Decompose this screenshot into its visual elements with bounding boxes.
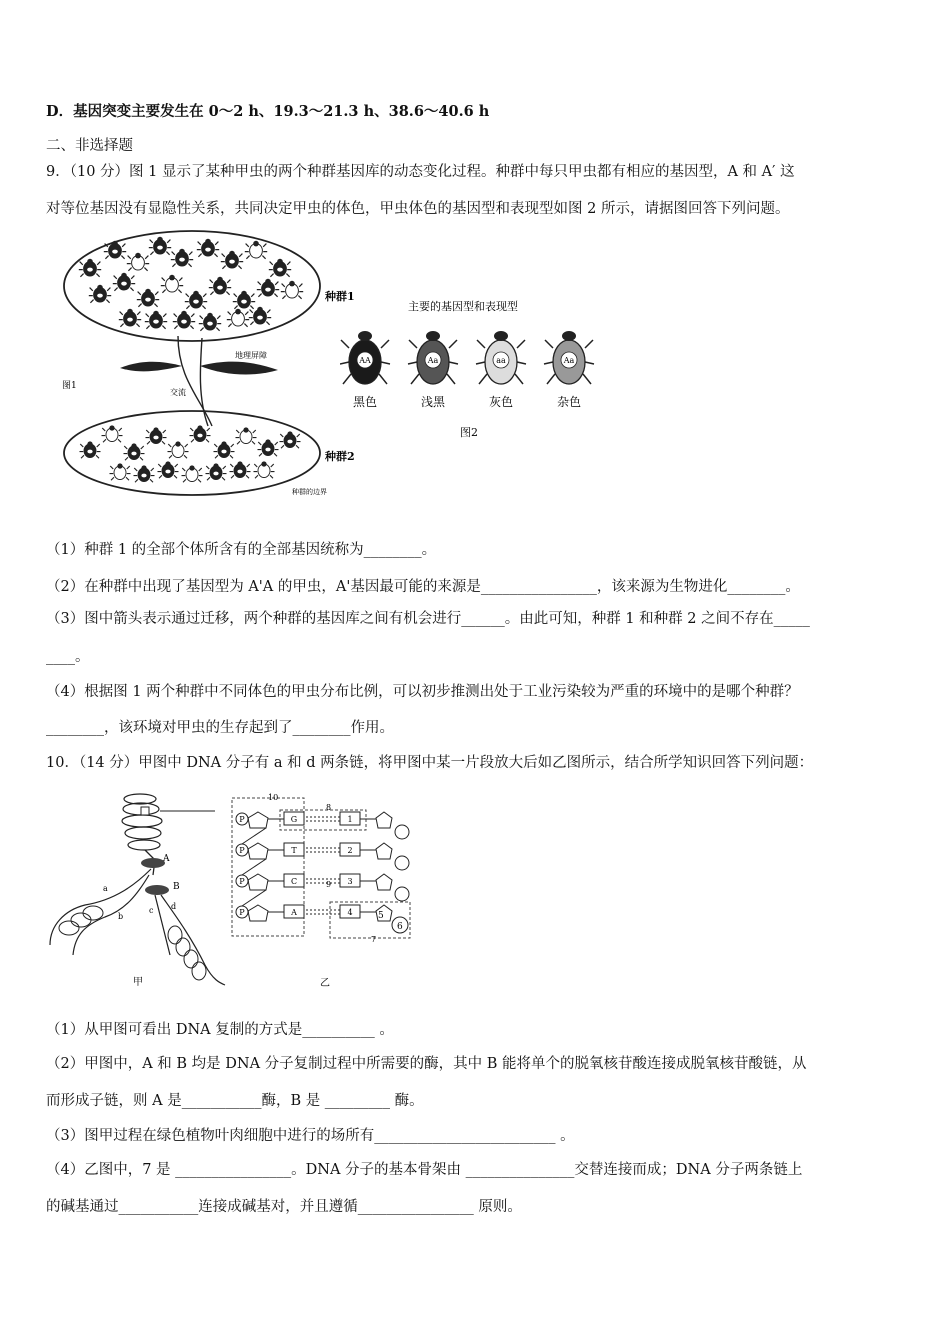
genotype-beetle (408, 331, 458, 409)
beetle-icon (280, 431, 301, 448)
dna-base-pair-row (236, 905, 392, 921)
beetle-icon (119, 309, 141, 327)
dna-base-pair-row (236, 843, 409, 875)
base-number: 1 (347, 815, 353, 824)
label-5: 5 (378, 911, 384, 921)
beetle-icon (249, 307, 271, 325)
caption-yi: 乙 (320, 978, 330, 989)
migration-arrow-up (200, 338, 208, 426)
exchange-label: 交流 (170, 388, 186, 397)
beetle-icon (190, 425, 211, 442)
beetle-icon (137, 289, 159, 307)
barrier-left (120, 362, 182, 372)
beetle-icon (134, 465, 155, 482)
phosphate-label: P (239, 815, 245, 824)
beetle-icon (168, 441, 189, 458)
phenotype-label: 灰色 (488, 395, 514, 409)
beetle-icon (110, 463, 131, 480)
population-2-beetles (80, 425, 301, 482)
q9-part1: （1）种群 1 的全部个体所含有的全部基因统称为________。 (46, 542, 437, 558)
beetle-icon (236, 427, 257, 444)
section-heading: 二、非选择题 (46, 138, 133, 154)
phenotype-label: 浅黑 (420, 395, 446, 409)
label-a: a (103, 884, 108, 893)
barrier-label: 地理屏障 (235, 351, 267, 360)
beetle-icon (254, 461, 275, 478)
migration-arrow-down (178, 336, 212, 426)
beetle-icon (80, 441, 101, 458)
beetle-icon (185, 291, 207, 309)
label-10: 10 (268, 793, 279, 802)
beetle-icon (230, 461, 251, 478)
beetle-icon (113, 273, 135, 291)
beetle-icon (227, 309, 249, 327)
beetle-icon (199, 313, 221, 331)
figure-1-populations (60, 228, 360, 508)
beetle-icon (79, 259, 101, 277)
beetle-icon (182, 465, 203, 482)
figure-yi-dna (228, 790, 423, 995)
q10-part4-line1: （4）乙图中，7 是 ________________。DNA 分子的基本骨架由 _______________交替连接而成；DNA 分子两条链上 (46, 1162, 803, 1178)
genotype-beetle (544, 331, 594, 409)
label-d: d (171, 902, 177, 911)
phosphate-label: P (239, 846, 245, 855)
dna-base-pair-row (236, 874, 409, 906)
population-1-ellipse (64, 231, 320, 341)
population-1-label: 种群1 (325, 290, 355, 303)
q10-stem: 10．（14 分）甲图中 DNA 分子有 a 和 d 两条链，将甲图中某一片段放大后如乙图所示，结合所学知识回答下列问题： (46, 755, 814, 771)
beetle-icon (173, 311, 195, 329)
enzyme-A (141, 858, 165, 868)
beetle-icon (171, 249, 193, 267)
beetle-icon (104, 241, 126, 259)
enzyme-B (145, 885, 169, 895)
beetle-icon (258, 439, 279, 456)
beetle-icon (214, 441, 235, 458)
q9-part4-line2: ________，该环境对甲虫的生存起到了________作用。 (46, 720, 394, 736)
genotype-beetle (476, 331, 526, 409)
label-c: c (149, 906, 154, 915)
figure-2-title: 主要的基因型和表现型 (408, 300, 518, 313)
dna-base-pair-row (236, 812, 409, 844)
label-9: 9 (326, 880, 332, 889)
beetle-icon (221, 251, 243, 269)
dna-rows (236, 812, 409, 921)
figure-1-label: 图1 (62, 381, 77, 391)
q9-stem-line1: 9．（10 分）图 1 显示了某种甲虫的两个种群基因库的动态变化过程。种群中每只甲虫都有相应的基因型，A 和 A′ 这 (46, 164, 795, 180)
q9-part3-line2: ____。 (46, 649, 90, 665)
boundary-label: 种群的边界 (292, 488, 327, 496)
beetle-icon (197, 239, 219, 257)
label-b: b (118, 912, 124, 921)
q10-part2-line2: 而形成子链，则 A 是___________酶，B 是 _________ 酶。 (46, 1093, 424, 1109)
beetle-icon (209, 277, 231, 295)
beetle-icon (89, 285, 111, 303)
base-letter: G (290, 815, 298, 824)
population-2-ellipse (64, 411, 320, 495)
population-2-label: 种群2 (325, 450, 355, 463)
q9-part2: （2）在种群中出现了基因型为 A'A 的甲虫，A'基因最可能的来源是________________，该来源为生物进化________。 (46, 579, 800, 595)
phenotype-label: 黑色 (352, 395, 378, 409)
strand-b (73, 875, 149, 955)
base-number: 3 (347, 877, 353, 886)
option-d: D．基因突变主要发生在 0～2 h、19.3～21.3 h、38.6～40.6 h (46, 103, 490, 120)
base-letter: A (291, 908, 297, 917)
beetle-icon (124, 443, 145, 460)
beetle-icon (161, 275, 183, 293)
label-A: A (163, 854, 170, 864)
figure-2-label: 图2 (460, 426, 478, 439)
beetle-icon (158, 461, 179, 478)
beetle-icon (269, 259, 291, 277)
beetle-icon (281, 281, 303, 299)
label-6: 6 (397, 922, 403, 932)
caption-jia: 甲 (133, 977, 143, 988)
phenotype-label: 杂色 (556, 395, 582, 409)
population-1-beetles (79, 237, 303, 331)
q9-part3-line1: （3）图中箭头表示通过迁移，两个种群的基因库之间有机会进行______。由此可知，种群 1 和种群 2 之间不存在_____ (46, 611, 810, 627)
beetle-icon (233, 291, 255, 309)
genotype-label: AA (359, 356, 371, 365)
q9-stem-line2: 对等位基因没有显隐性关系，共同决定甲虫的体色，甲虫体色的基因型和表现型如图 2 所示，请据图回答下列问题。 (46, 201, 790, 217)
label-7: 7 (371, 935, 377, 944)
beetle-icon (102, 425, 123, 442)
barrier-right (200, 362, 278, 375)
q10-part4-line2: 的碱基通过___________连接成碱基对，并且遵循________________ 原则。 (46, 1199, 522, 1215)
genotype-label: aa (496, 356, 506, 365)
q9-part4-line1: （4）根据图 1 两个种群中不同体色的甲虫分布比例，可以初步推测出处于工业污染较为严重的环境中的是哪个种群？ (46, 684, 799, 700)
beetle-icon (146, 427, 167, 444)
genotype-label: Aa (563, 356, 575, 365)
figure-2-genotypes (340, 290, 610, 450)
phosphate-label: P (239, 908, 245, 917)
base-letter: C (290, 877, 298, 886)
q10-part1: （1）从甲图可看出 DNA 复制的方式是__________ 。 (46, 1022, 394, 1038)
genotype-beetle (340, 331, 390, 409)
base-letter: T (291, 846, 297, 855)
coil-marker (141, 807, 149, 815)
base-number: 4 (347, 908, 353, 917)
parent-dna-coil (122, 794, 162, 850)
beetle-icon (257, 279, 279, 297)
phosphate-label: P (239, 877, 245, 886)
beetle-icon (145, 311, 167, 329)
base-number: 2 (347, 846, 353, 855)
beetle-icon (127, 253, 149, 271)
label-8: 8 (326, 803, 332, 812)
genotype-label: Aa (427, 356, 439, 365)
strand-a (50, 869, 151, 945)
figure-jia-replication (45, 785, 230, 990)
figure-2-beetles (340, 331, 594, 409)
beetle-icon (149, 237, 171, 255)
beetle-icon (206, 463, 227, 480)
q10-part2-line1: （2）甲图中，A 和 B 均是 DNA 分子复制过程中所需要的酶，其中 B 能将单个的脱氧核苷酸连接成脱氧核苷酸链，从 (46, 1056, 807, 1072)
beetle-icon (245, 241, 267, 259)
label-B: B (173, 882, 180, 892)
q10-part3: （3）图甲过程在绿色植物叶肉细胞中进行的场所有_________________________ 。 (46, 1128, 575, 1144)
